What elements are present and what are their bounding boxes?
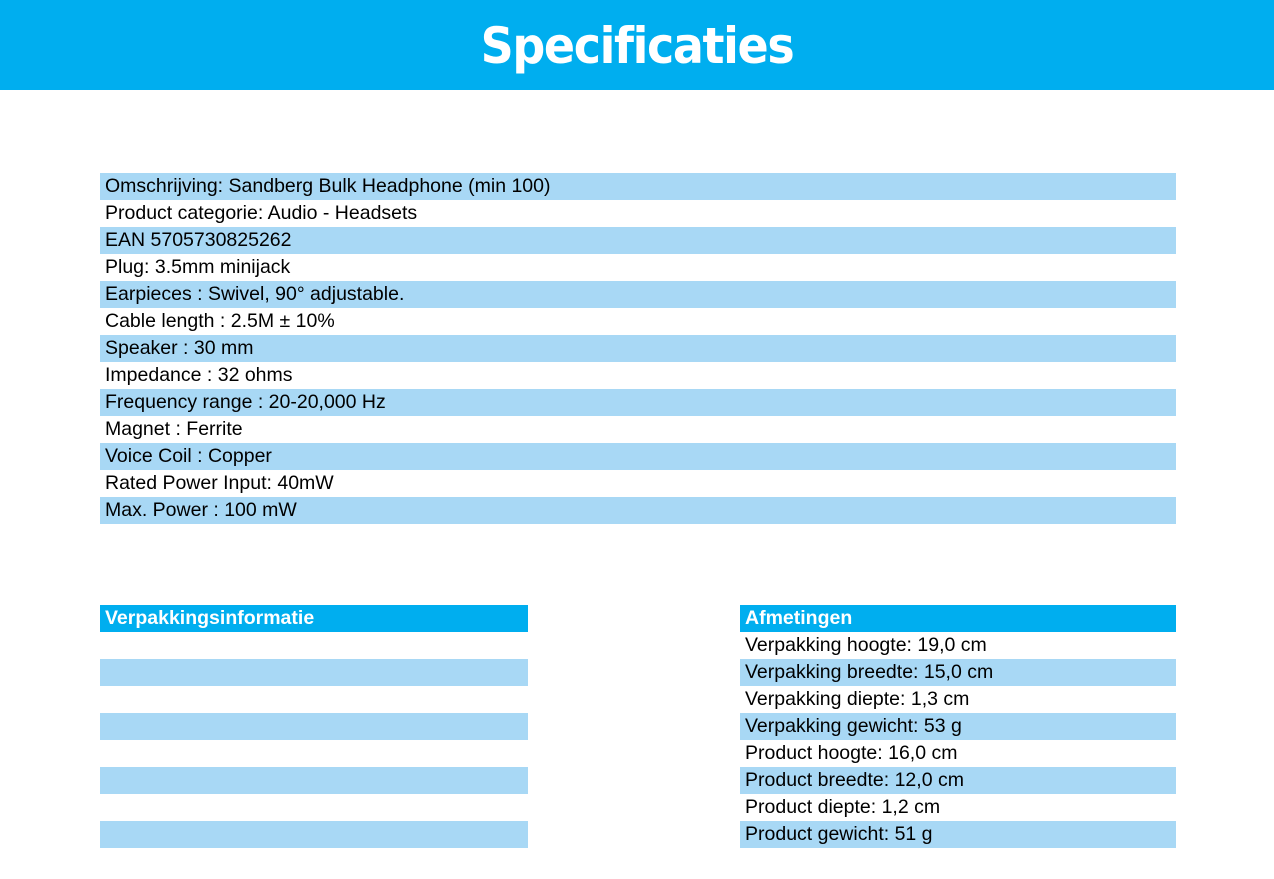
- dimensions-table: [740, 605, 1176, 848]
- dimension-row: Verpakking gewicht: 53 g: [740, 713, 1176, 740]
- spec-row: Voice Coil : Copper: [100, 443, 1176, 470]
- dimension-row: Product gewicht: 51 g: [740, 821, 1176, 848]
- packaging-row: [100, 632, 528, 659]
- dimension-row: Product diepte: 1,2 cm: [745, 796, 941, 818]
- packaging-row: [100, 767, 528, 794]
- page-title: Specificaties: [480, 17, 794, 75]
- packaging-row: [100, 794, 528, 821]
- dimension-row: Verpakking breedte: 15,0 cm: [740, 659, 1176, 686]
- packaging-info-table: [100, 605, 528, 848]
- packaging-row: [100, 659, 528, 686]
- packaging-info-header: Verpakkingsinformatie: [100, 605, 528, 632]
- title-banner: [0, 0, 1274, 90]
- dimension-row: Verpakking hoogte: 19,0 cm: [745, 634, 987, 656]
- packaging-row: [100, 713, 528, 740]
- packaging-row: [100, 821, 528, 848]
- spec-row: Plug: 3.5mm minijack: [105, 256, 291, 278]
- spec-row: Impedance : 32 ohms: [105, 364, 293, 386]
- spec-row: Speaker : 30 mm: [100, 335, 1176, 362]
- dimension-row: Product hoogte: 16,0 cm: [745, 742, 958, 764]
- spec-row: Magnet : Ferrite: [105, 418, 243, 440]
- packaging-row: [100, 686, 528, 713]
- spec-row: Max. Power : 100 mW: [100, 497, 1176, 524]
- spec-row: Omschrijving: Sandberg Bulk Headphone (min 100): [100, 173, 1176, 200]
- spec-row: Product categorie: Audio - Headsets: [105, 202, 418, 224]
- dimension-row: Product breedte: 12,0 cm: [740, 767, 1176, 794]
- spec-row: EAN 5705730825262: [100, 227, 1176, 254]
- specifications-table: [100, 173, 1176, 524]
- dimensions-header: Afmetingen: [740, 605, 1176, 632]
- spec-row: Earpieces : Swivel, 90° adjustable.: [100, 281, 1176, 308]
- spec-row: Rated Power Input: 40mW: [105, 472, 334, 494]
- spec-row: Frequency range : 20-20,000 Hz: [100, 389, 1176, 416]
- packaging-row: [100, 740, 528, 767]
- spec-row: Cable length : 2.5M ± 10%: [105, 310, 335, 332]
- dimension-row: Verpakking diepte: 1,3 cm: [745, 688, 970, 710]
